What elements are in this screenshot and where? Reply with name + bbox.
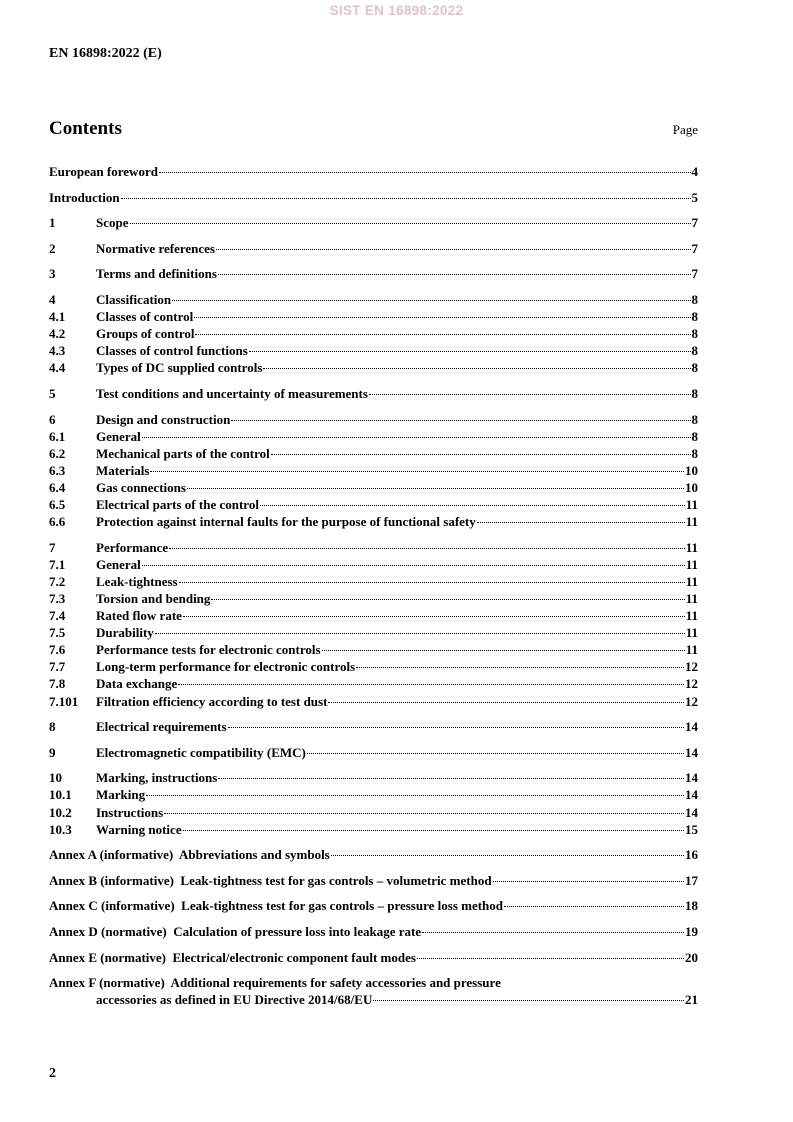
toc-entry-number: 7.8 xyxy=(49,676,66,692)
dot-leader xyxy=(211,599,684,600)
dot-leader xyxy=(164,813,684,814)
toc-entry-page: 12 xyxy=(685,659,698,675)
dot-leader xyxy=(493,881,684,882)
toc-entry-title: Warning notice xyxy=(96,821,182,837)
dot-leader xyxy=(142,437,691,438)
toc-entry[interactable] xyxy=(49,445,698,462)
toc-group xyxy=(49,718,698,735)
toc-annex-page: 18 xyxy=(685,898,698,914)
toc-annex-entry[interactable] xyxy=(49,872,698,889)
toc-entry-title: Electrical requirements xyxy=(96,719,227,735)
toc-entry[interactable] xyxy=(49,786,698,803)
toc-entry-page: 8 xyxy=(691,411,698,427)
toc-entry[interactable] xyxy=(49,513,698,530)
toc-entry-title: Normative references xyxy=(96,240,215,256)
toc-entry-title: Marking, instructions xyxy=(96,770,218,786)
dot-leader xyxy=(218,274,691,275)
toc-entry-number: 6.1 xyxy=(49,428,66,444)
dot-leader xyxy=(373,1000,684,1001)
toc-annex-title: Annex F (normative) Additional requirements for safety accessories and pressure xyxy=(49,975,501,991)
toc-entry-title: Instructions xyxy=(96,804,164,820)
toc-entry-number: 7.3 xyxy=(49,590,66,606)
toc-entry[interactable] xyxy=(49,308,698,325)
table-of-contents xyxy=(49,163,698,1017)
toc-entry-number: 2 xyxy=(49,240,56,256)
toc-entry[interactable] xyxy=(49,641,698,658)
toc-entry-title: Design and construction xyxy=(96,411,231,427)
toc-entry-page: 11 xyxy=(685,625,698,641)
toc-entry-page: 11 xyxy=(685,556,698,572)
toc-entry-title: Electrical parts of the control xyxy=(96,497,259,512)
toc-group xyxy=(49,240,698,257)
dot-leader xyxy=(231,420,690,421)
toc-annex-page: 21 xyxy=(685,992,698,1008)
dot-leader xyxy=(150,471,684,472)
toc-entry-title: Leak-tightness xyxy=(96,573,178,589)
toc-entry-page: 8 xyxy=(691,291,698,307)
toc-entry-number: 6.3 xyxy=(49,462,66,478)
contents-title: Contents xyxy=(49,118,122,139)
toc-entry[interactable] xyxy=(49,342,698,359)
toc-entry[interactable] xyxy=(49,428,698,445)
toc-group xyxy=(49,846,698,863)
dot-leader xyxy=(271,454,691,455)
dot-leader xyxy=(179,582,685,583)
dot-leader xyxy=(307,753,684,754)
toc-entry[interactable] xyxy=(49,769,698,786)
toc-entry-page: 8 xyxy=(691,385,698,401)
toc-entry-number: 6.6 xyxy=(49,514,66,530)
toc-entry-number: 10.1 xyxy=(49,787,72,803)
toc-entry-number: 7.101 xyxy=(49,693,79,709)
dot-leader xyxy=(155,633,685,634)
toc-entry-page: 11 xyxy=(685,573,698,589)
toc-entry[interactable] xyxy=(49,359,698,376)
page-column-label: Page xyxy=(672,122,698,137)
toc-entry-page: 14 xyxy=(685,719,698,735)
toc-entry-number: 7.7 xyxy=(49,659,66,675)
toc-entry[interactable] xyxy=(49,291,698,308)
toc-entry-page: 14 xyxy=(685,770,698,786)
dot-leader xyxy=(187,488,684,489)
dot-leader xyxy=(195,334,690,335)
toc-entry-title: Protection against internal faults for the purpose of functional safety xyxy=(96,514,476,530)
toc-group xyxy=(49,923,698,940)
dot-leader xyxy=(216,249,691,250)
toc-entry[interactable] xyxy=(49,385,698,402)
toc-group xyxy=(49,539,698,710)
toc-group xyxy=(49,897,698,914)
toc-entry[interactable] xyxy=(49,496,698,513)
toc-entry-title: European foreword xyxy=(49,164,158,179)
toc-entry-title: Types of DC supplied controls xyxy=(96,360,263,376)
dot-leader xyxy=(331,855,684,856)
toc-annex-title-continuation: accessories as defined in EU Directive 2014/68/EU xyxy=(96,992,373,1008)
toc-entry-page: 10 xyxy=(685,479,698,495)
toc-annex-entry[interactable] xyxy=(49,974,698,1008)
toc-entry-title: Performance xyxy=(96,539,169,555)
dot-leader xyxy=(260,505,685,506)
dot-leader xyxy=(328,702,684,703)
toc-entry[interactable] xyxy=(49,163,698,180)
toc-entry-page: 11 xyxy=(685,539,698,555)
toc-group xyxy=(49,265,698,282)
dot-leader xyxy=(218,778,684,779)
toc-entry-number: 10 xyxy=(49,770,62,786)
toc-group xyxy=(49,949,698,966)
toc-entry-title: Mechanical parts of the control xyxy=(96,445,270,461)
toc-entry-page: 11 xyxy=(685,497,698,512)
toc-entry[interactable] xyxy=(49,462,698,479)
toc-entry-title: Scope xyxy=(96,215,129,231)
toc-entry[interactable] xyxy=(49,479,698,496)
dot-leader xyxy=(142,565,685,566)
toc-annex-entry[interactable] xyxy=(49,949,698,966)
toc-entry-number: 8 xyxy=(49,719,56,735)
page-number: 2 xyxy=(49,1066,56,1081)
toc-entry-number: 6.2 xyxy=(49,445,66,461)
dot-leader xyxy=(178,684,684,685)
dot-leader xyxy=(169,548,685,549)
toc-entry-number: 3 xyxy=(49,266,56,282)
toc-entry-number: 4.4 xyxy=(49,360,66,376)
toc-entry-title: Classification xyxy=(96,291,172,307)
toc-annex-page: 19 xyxy=(685,923,698,939)
dot-leader xyxy=(146,795,684,796)
toc-entry-page: 7 xyxy=(691,266,698,282)
toc-entry[interactable] xyxy=(49,718,698,735)
toc-annex-title: Annex A (informative) Abbreviations and symbols xyxy=(49,847,330,863)
toc-entry-page: 8 xyxy=(691,360,698,376)
toc-annex-continuation xyxy=(49,991,698,1008)
toc-entry-title: Filtration efficiency according to test dust xyxy=(96,693,328,709)
toc-group xyxy=(49,872,698,889)
toc-entry[interactable] xyxy=(49,325,698,342)
toc-entry-page: 11 xyxy=(685,590,698,606)
toc-annex-entry[interactable] xyxy=(49,923,698,940)
dot-leader xyxy=(322,650,685,651)
dot-leader xyxy=(194,317,690,318)
toc-entry-number: 7.6 xyxy=(49,642,66,658)
toc-annex-page: 20 xyxy=(685,949,698,965)
toc-entry-page: 8 xyxy=(691,309,698,325)
toc-entry-page: 12 xyxy=(685,676,698,692)
toc-entry[interactable] xyxy=(49,539,698,556)
toc-entry[interactable] xyxy=(49,573,698,590)
toc-entry-page: 8 xyxy=(691,326,698,342)
dot-leader xyxy=(228,727,684,728)
toc-entry-page: 8 xyxy=(691,428,698,444)
dot-leader xyxy=(159,172,691,173)
toc-entry-page: 11 xyxy=(685,514,698,530)
toc-entry-number: 7.2 xyxy=(49,573,66,589)
toc-entry-page: 11 xyxy=(685,608,698,624)
toc-entry-number: 10.3 xyxy=(49,821,72,837)
toc-entry-page: 11 xyxy=(685,642,698,658)
dot-leader xyxy=(356,667,684,668)
toc-entry-title: Materials xyxy=(96,462,150,478)
toc-entry-page: 7 xyxy=(691,215,698,231)
dot-leader xyxy=(183,616,685,617)
toc-group xyxy=(49,291,698,376)
toc-entry-title: Data exchange xyxy=(96,676,178,692)
toc-entry-title: Classes of control xyxy=(96,309,194,325)
toc-entry-page: 14 xyxy=(685,787,698,803)
toc-entry-number: 4.3 xyxy=(49,343,66,359)
toc-entry-page: 15 xyxy=(685,821,698,837)
toc-annex-title: Annex C (informative) Leak-tightness test for gas controls – pressure loss method xyxy=(49,898,504,914)
toc-entry-page: 5 xyxy=(691,189,698,205)
toc-entry[interactable] xyxy=(49,607,698,624)
toc-annex-title: Annex B (informative) Leak-tightness test for gas controls – volumetric method xyxy=(49,872,492,888)
toc-entry-title: Classes of control functions xyxy=(96,343,248,359)
toc-entry-page: 14 xyxy=(685,744,698,760)
toc-entry-title: Gas connections xyxy=(96,479,186,495)
toc-annex-title: Annex D (normative) Calculation of pressure loss into leakage rate xyxy=(49,923,422,939)
toc-entry-number: 7.4 xyxy=(49,608,66,624)
toc-annex-entry[interactable] xyxy=(49,846,698,863)
toc-entry-title: Marking xyxy=(96,787,146,803)
toc-entry-page: 4 xyxy=(691,164,698,179)
toc-annex-page: 17 xyxy=(685,872,698,888)
toc-entry-title: Performance tests for electronic controls xyxy=(96,642,321,658)
toc-entry-number: 5 xyxy=(49,385,56,401)
dot-leader xyxy=(130,223,691,224)
toc-group xyxy=(49,385,698,402)
toc-entry-title: Durability xyxy=(96,625,154,641)
toc-entry[interactable] xyxy=(49,693,698,710)
toc-group xyxy=(49,214,698,231)
dot-leader xyxy=(504,906,684,907)
toc-entry[interactable] xyxy=(49,821,698,838)
dot-leader xyxy=(369,394,691,395)
dot-leader xyxy=(263,368,690,369)
toc-entry-page: 12 xyxy=(685,693,698,709)
watermark: SIST EN 16898:2022 xyxy=(329,3,464,18)
toc-entry-title: Long-term performance for electronic controls xyxy=(96,659,356,675)
toc-entry-page: 7 xyxy=(691,240,698,256)
dot-leader xyxy=(477,522,685,523)
toc-entry[interactable] xyxy=(49,265,698,282)
toc-entry-page: 14 xyxy=(685,804,698,820)
toc-entry[interactable] xyxy=(49,590,698,607)
toc-annex-page: 16 xyxy=(685,847,698,863)
toc-entry-page: 8 xyxy=(691,343,698,359)
toc-group xyxy=(49,769,698,837)
dot-leader xyxy=(121,198,691,199)
toc-entry-title: General xyxy=(96,428,141,444)
toc-entry-page: 8 xyxy=(691,445,698,461)
toc-group xyxy=(49,163,698,180)
toc-entry-title: Introduction xyxy=(49,189,120,205)
toc-entry[interactable] xyxy=(49,556,698,573)
toc-entry-number: 7.1 xyxy=(49,556,66,572)
toc-entry-title: Rated flow rate xyxy=(96,608,182,624)
toc-entry-number: 1 xyxy=(49,215,56,231)
toc-entry-title: Groups of control xyxy=(96,326,195,342)
toc-group xyxy=(49,189,698,206)
toc-entry[interactable] xyxy=(49,214,698,231)
toc-entry-title: General xyxy=(96,556,141,572)
toc-entry[interactable] xyxy=(49,189,698,206)
toc-entry[interactable] xyxy=(49,658,698,675)
toc-entry-title: Test conditions and uncertainty of measurements xyxy=(96,385,368,401)
toc-group xyxy=(49,744,698,761)
toc-entry[interactable] xyxy=(49,411,698,428)
toc-entry-number: 4.1 xyxy=(49,309,66,325)
toc-entry-number: 6.4 xyxy=(49,479,66,495)
toc-entry[interactable] xyxy=(49,240,698,257)
toc-entry-number: 7.5 xyxy=(49,625,66,641)
toc-entry-title: Electromagnetic compatibility (EMC) xyxy=(96,744,306,760)
toc-entry-number: 7 xyxy=(49,539,56,555)
toc-entry[interactable] xyxy=(49,744,698,761)
toc-entry[interactable] xyxy=(49,675,698,692)
dot-leader xyxy=(422,932,684,933)
dot-leader xyxy=(417,958,684,959)
dot-leader xyxy=(249,351,691,352)
dot-leader xyxy=(183,830,684,831)
toc-annex-title: Annex E (normative) Electrical/electronic component fault modes xyxy=(49,949,416,965)
toc-entry-number: 4 xyxy=(49,291,56,307)
dot-leader xyxy=(172,300,690,301)
toc-annex-entry[interactable] xyxy=(49,897,698,914)
toc-entry-title: Torsion and bending xyxy=(96,590,211,606)
toc-entry-number: 6 xyxy=(49,411,56,427)
toc-group xyxy=(49,411,698,531)
toc-entry[interactable] xyxy=(49,624,698,641)
toc-entry[interactable] xyxy=(49,804,698,821)
toc-entry-number: 10.2 xyxy=(49,804,72,820)
toc-entry-number: 6.5 xyxy=(49,497,66,512)
toc-entry-page: 10 xyxy=(685,462,698,478)
toc-entry-title: Terms and definitions xyxy=(96,266,217,282)
toc-entry-number: 4.2 xyxy=(49,326,66,342)
document-id: EN 16898:2022 (E) xyxy=(49,46,162,61)
toc-entry-number: 9 xyxy=(49,744,56,760)
